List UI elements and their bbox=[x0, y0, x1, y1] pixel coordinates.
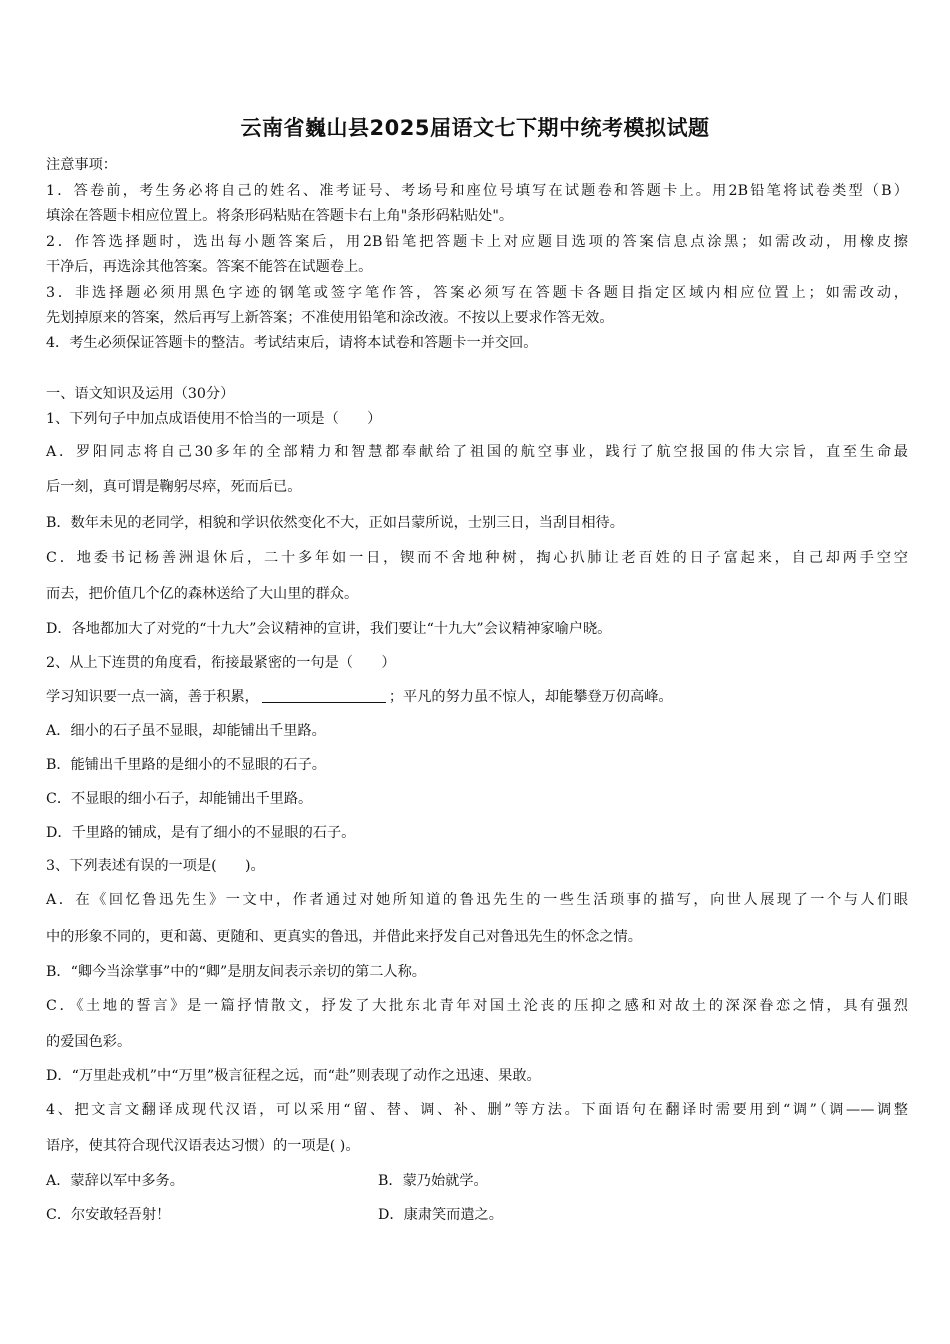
notice-line: 3．非选择题必须用黑色字迹的钢笔或签字笔作答，答案必须写在答题卡各题目指定区域内相应位置上；如需改动， bbox=[46, 285, 908, 301]
option-row bbox=[46, 1170, 908, 1190]
option-text: 的爱国色彩。 bbox=[46, 1034, 132, 1050]
notice-line: 填涂在答题卡相应位置上。将条形码粘贴在答题卡右上角"条形码粘贴处"。 bbox=[46, 208, 514, 224]
option-text: D．千里路的铺成，是有了细小的不显眼的石子。 bbox=[46, 825, 356, 841]
option-text: 中的形象不同的，更和蔼、更随和、更真实的鲁迅，并借此来抒发自己对鲁迅先生的怀念之情。 bbox=[46, 929, 642, 945]
question-stem: 2、从上下连贯的角度看，衔接最紧密的一句是（ ） bbox=[46, 655, 396, 671]
context-after: ；平凡的努力虽不惊人，却能攀登万仞高峰。 bbox=[388, 689, 673, 705]
option-text: A．细小的石子虽不显眼，却能铺出千里路。 bbox=[46, 723, 326, 739]
section-heading: 一、语文知识及运用（30分） bbox=[46, 386, 235, 402]
notice-line: 先划掉原来的答案，然后再写上新答案；不准使用铅笔和涂改液。不按以上要求作答无效。 bbox=[46, 310, 614, 326]
question-stem: 1、下列句子中加点成语使用不恰当的一项是（ ） bbox=[46, 411, 382, 427]
option-text: C．尔安敢轻吾射！ bbox=[46, 1207, 171, 1223]
option-text: D．各地都加大了对党的“十九大”会议精神的宣讲，我们要让“十九大”会议精神家喻户晓。 bbox=[46, 621, 612, 637]
option-text: D．“万里赴戎机”中“万里”极言征程之远，而“赴”则表现了动作之迅速、果敢。 bbox=[46, 1068, 541, 1084]
notice-line: 1．答卷前，考生务必将自己的姓名、准考证号、考场号和座位号填写在试题卷和答题卡上。用2B铅笔将试卷类型（B） bbox=[46, 183, 908, 199]
notice-line: 干净后，再选涂其他答案。答案不能答在试题卷上。 bbox=[46, 259, 373, 275]
option-text: 而去，把价值几个亿的森林送给了大山里的群众。 bbox=[46, 586, 359, 602]
option-text: 后一刻，真可谓是鞠躬尽瘁，死而后已。 bbox=[46, 479, 302, 495]
option-text: D．康肃笑而遣之。 bbox=[378, 1207, 503, 1223]
option-text: C．地委书记杨善洲退休后，二十多年如一日，锲而不舍地种树，掏心扒肺让老百姓的日子富起来，自己却两手空空 bbox=[46, 550, 908, 566]
option-text: C．不显眼的细小石子，却能铺出千里路。 bbox=[46, 791, 313, 807]
option-text: B．能铺出千里路的是细小的不显眼的石子。 bbox=[46, 757, 326, 773]
option-text: A．蒙辞以军中多务。 bbox=[46, 1173, 184, 1189]
notice-line: 4．考生必须保证答题卡的整洁。考试结束后，请将本试卷和答题卡一并交回。 bbox=[46, 335, 538, 351]
context-before: 学习知识要一点一滴，善于积累， bbox=[46, 689, 259, 705]
option-text: A．在《回忆鲁迅先生》一文中，作者通过对她所知道的鲁迅先生的一些生活琐事的描写，向世人展现了一个与人们眼 bbox=[46, 892, 908, 908]
question-stem: 语序，使其符合现代汉语表达习惯）的一项是( )。 bbox=[46, 1138, 360, 1154]
option-text: C．《土地的誓言》是一篇抒情散文，抒发了大批东北青年对国土沦丧的压抑之感和对故土的深深眷恋之情，具有强烈 bbox=[46, 998, 908, 1014]
question-context bbox=[46, 686, 908, 706]
question-stem: 4、把文言文翻译成现代汉语，可以采用“留、替、调、补、删”等方法。下面语句在翻译时需要用到“调”（调——调整 bbox=[46, 1102, 908, 1118]
notice-heading: 注意事项： bbox=[46, 157, 117, 173]
exam-title: 云南省巍山县2025届语文七下期中统考模拟试题 bbox=[240, 116, 710, 140]
option-text: B．蒙乃始就学。 bbox=[378, 1173, 488, 1189]
notice-line: 2．作答选择题时，选出每小题答案后，用2B铅笔把答题卡上对应题目选项的答案信息点涂黑；如需改动，用橡皮擦 bbox=[46, 234, 908, 250]
option-text: B．“卿今当涂掌事”中的“卿”是朋友间表示亲切的第二人称。 bbox=[46, 964, 426, 980]
option-row bbox=[46, 1204, 908, 1224]
question-stem: 3、下列表述有误的一项是( )。 bbox=[46, 858, 265, 874]
answer-blank bbox=[262, 688, 386, 703]
option-text: B．数年未见的老同学，相貌和学识依然变化不大，正如吕蒙所说，士别三日，当刮目相待。 bbox=[46, 515, 624, 531]
option-text: A．罗阳同志将自己30多年的全部精力和智慧都奉献给了祖国的航空事业，践行了航空报国的伟大宗旨，直至生命最 bbox=[46, 444, 908, 460]
